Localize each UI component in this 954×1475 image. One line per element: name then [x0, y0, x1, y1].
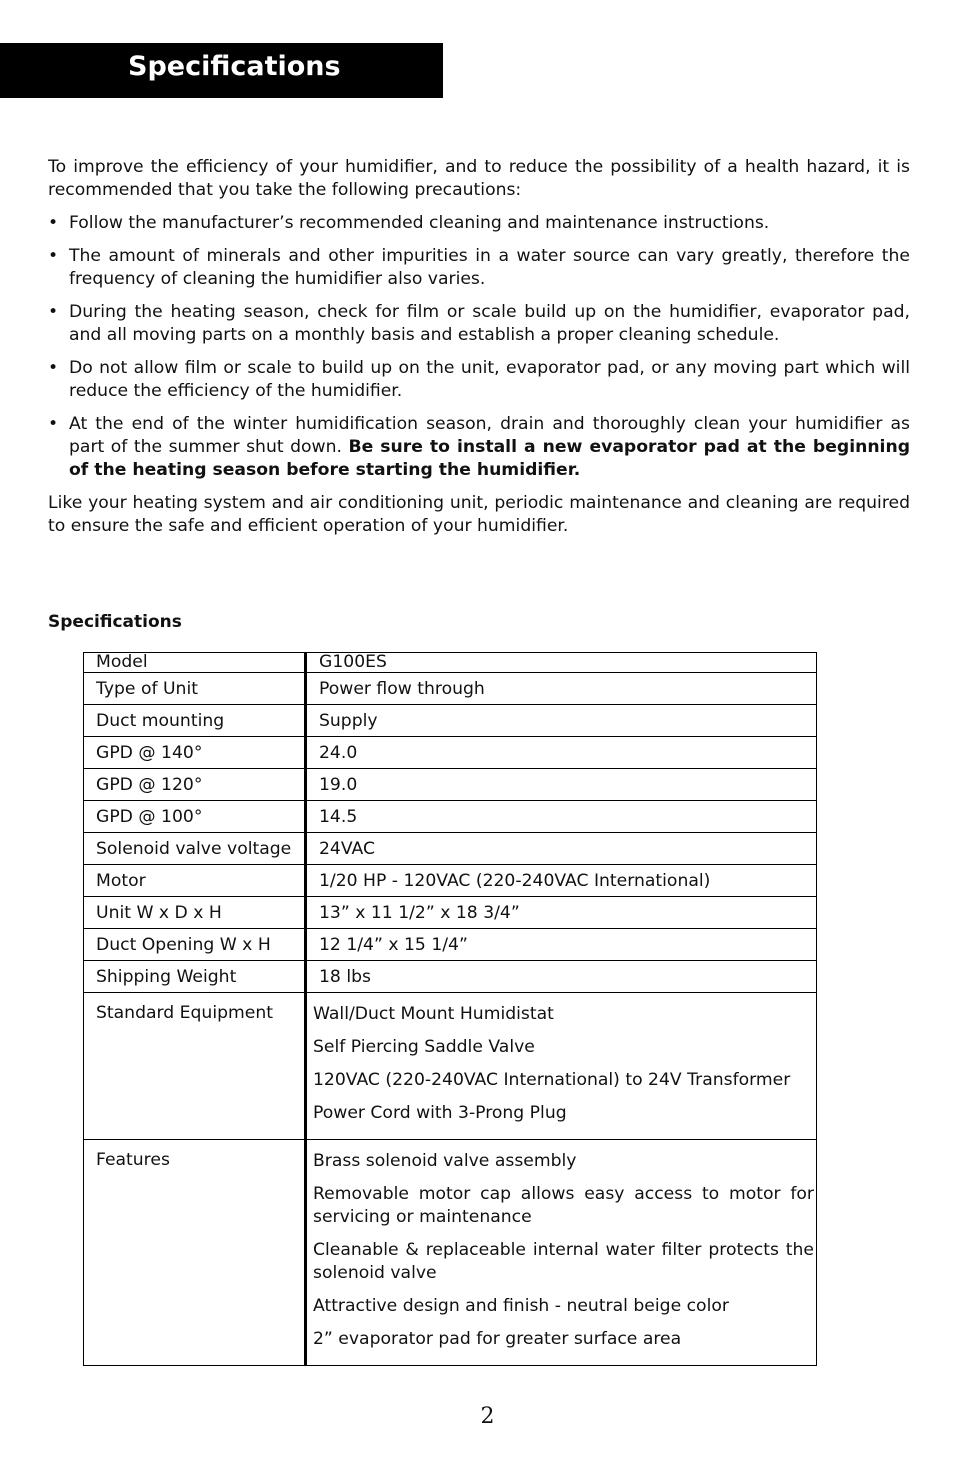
features-list: [306, 1140, 817, 1366]
header-bar: [0, 43, 443, 98]
list-item: 2” evaporator pad for greater surface area: [313, 1329, 682, 1349]
precaution-text: Do not allow film or scale to build up on the unit, evaporator pad, or any moving part which will reduce the efficiency of the humidifier.: [69, 358, 910, 401]
spec-value: Power flow through: [306, 673, 817, 705]
precaution-text: At the end of the winter humidification season, drain and thoroughly clean your humidifier as part of the summer shut down.: [69, 414, 910, 457]
spec-value: G100ES: [306, 653, 817, 673]
list-item: Power Cord with 3-Prong Plug: [313, 1103, 567, 1123]
table-row: [84, 833, 817, 865]
page-title: Specifications: [128, 51, 341, 82]
precaution-text: During the heating season, check for film or scale build up on the humidifier, evaporator pad, and all moving parts on a monthly basis and establish a proper cleaning schedule.: [69, 302, 910, 345]
precaution-text: Follow the manufacturer’s recommended cleaning and maintenance instructions.: [69, 213, 770, 233]
bullet-icon: •: [48, 246, 59, 266]
list-item: Removable motor cap allows easy access to motor for servicing or maintenance: [313, 1184, 814, 1227]
table-row: [84, 769, 817, 801]
spec-label: Type of Unit: [84, 673, 306, 705]
table-row: [84, 705, 817, 737]
spec-label: Features: [84, 1140, 306, 1366]
list-item: 120VAC (220-240VAC International) to 24V Transformer: [313, 1070, 791, 1090]
table-row: [84, 993, 817, 1140]
spec-value: 19.0: [306, 769, 817, 801]
bullet-icon: •: [48, 213, 59, 233]
specifications-table: [83, 652, 817, 1366]
spec-label: Duct Opening W x H: [84, 929, 306, 961]
list-item: Brass solenoid valve assembly: [313, 1151, 577, 1171]
spec-value: 13” x 11 1/2” x 18 3/4”: [306, 897, 817, 929]
page-number: 2: [480, 1404, 495, 1429]
list-item: [48, 413, 910, 482]
spec-label: GPD @ 100°: [84, 801, 306, 833]
spec-value: 18 lbs: [306, 961, 817, 993]
precaution-warning: Be sure to install a new evaporator pad at the beginning of the heating season before starting the humidifier.: [69, 437, 910, 480]
table-row: [84, 897, 817, 929]
spec-label: Model: [84, 653, 306, 673]
closing-paragraph: Like your heating system and air conditioning unit, periodic maintenance and cleaning are required to ensure the safe and efficient operation of your humidifier.: [48, 493, 910, 536]
specs-heading: Specifications: [48, 612, 182, 632]
precaution-text: The amount of minerals and other impurities in a water source can vary greatly, therefore the frequency of cleaning the humidifier also varies.: [69, 246, 910, 289]
list-item: Self Piercing Saddle Valve: [313, 1037, 535, 1057]
standard-equipment-list: [306, 993, 817, 1140]
table-row: [84, 1140, 817, 1366]
spec-label: GPD @ 140°: [84, 737, 306, 769]
spec-value: 1/20 HP - 120VAC (220-240VAC International): [306, 865, 817, 897]
maintenance-text: [48, 156, 910, 538]
list-item: [48, 245, 910, 291]
bullet-icon: •: [48, 414, 59, 434]
spec-label: Solenoid valve voltage: [84, 833, 306, 865]
spec-label: Shipping Weight: [84, 961, 306, 993]
spec-label: Standard Equipment: [84, 993, 306, 1140]
bullet-icon: •: [48, 358, 59, 378]
spec-value: 24.0: [306, 737, 817, 769]
table-row: [84, 929, 817, 961]
spec-value: 24VAC: [306, 833, 817, 865]
spec-label: Duct mounting: [84, 705, 306, 737]
table-row: [84, 961, 817, 993]
list-item: Cleanable & replaceable internal water filter protects the solenoid valve: [313, 1240, 814, 1283]
spec-label: Unit W x D x H: [84, 897, 306, 929]
table-row: [84, 865, 817, 897]
intro-paragraph: To improve the efficiency of your humidifier, and to reduce the possibility of a health hazard, it is recommended that you take the following precautions:: [48, 157, 910, 200]
spec-value: Supply: [306, 705, 817, 737]
table-row: [84, 653, 817, 673]
spec-label: Motor: [84, 865, 306, 897]
table-row: [84, 673, 817, 705]
list-item: [48, 212, 910, 235]
list-item: Wall/Duct Mount Humidistat: [313, 1004, 554, 1024]
table-row: [84, 737, 817, 769]
spec-label: GPD @ 120°: [84, 769, 306, 801]
precautions-list: [48, 212, 910, 482]
spec-value: 12 1/4” x 15 1/4”: [306, 929, 817, 961]
table-row: [84, 801, 817, 833]
bullet-icon: •: [48, 302, 59, 322]
list-item: Attractive design and finish - neutral beige color: [313, 1296, 729, 1316]
spec-value: 14.5: [306, 801, 817, 833]
list-item: [48, 357, 910, 403]
list-item: [48, 301, 910, 347]
